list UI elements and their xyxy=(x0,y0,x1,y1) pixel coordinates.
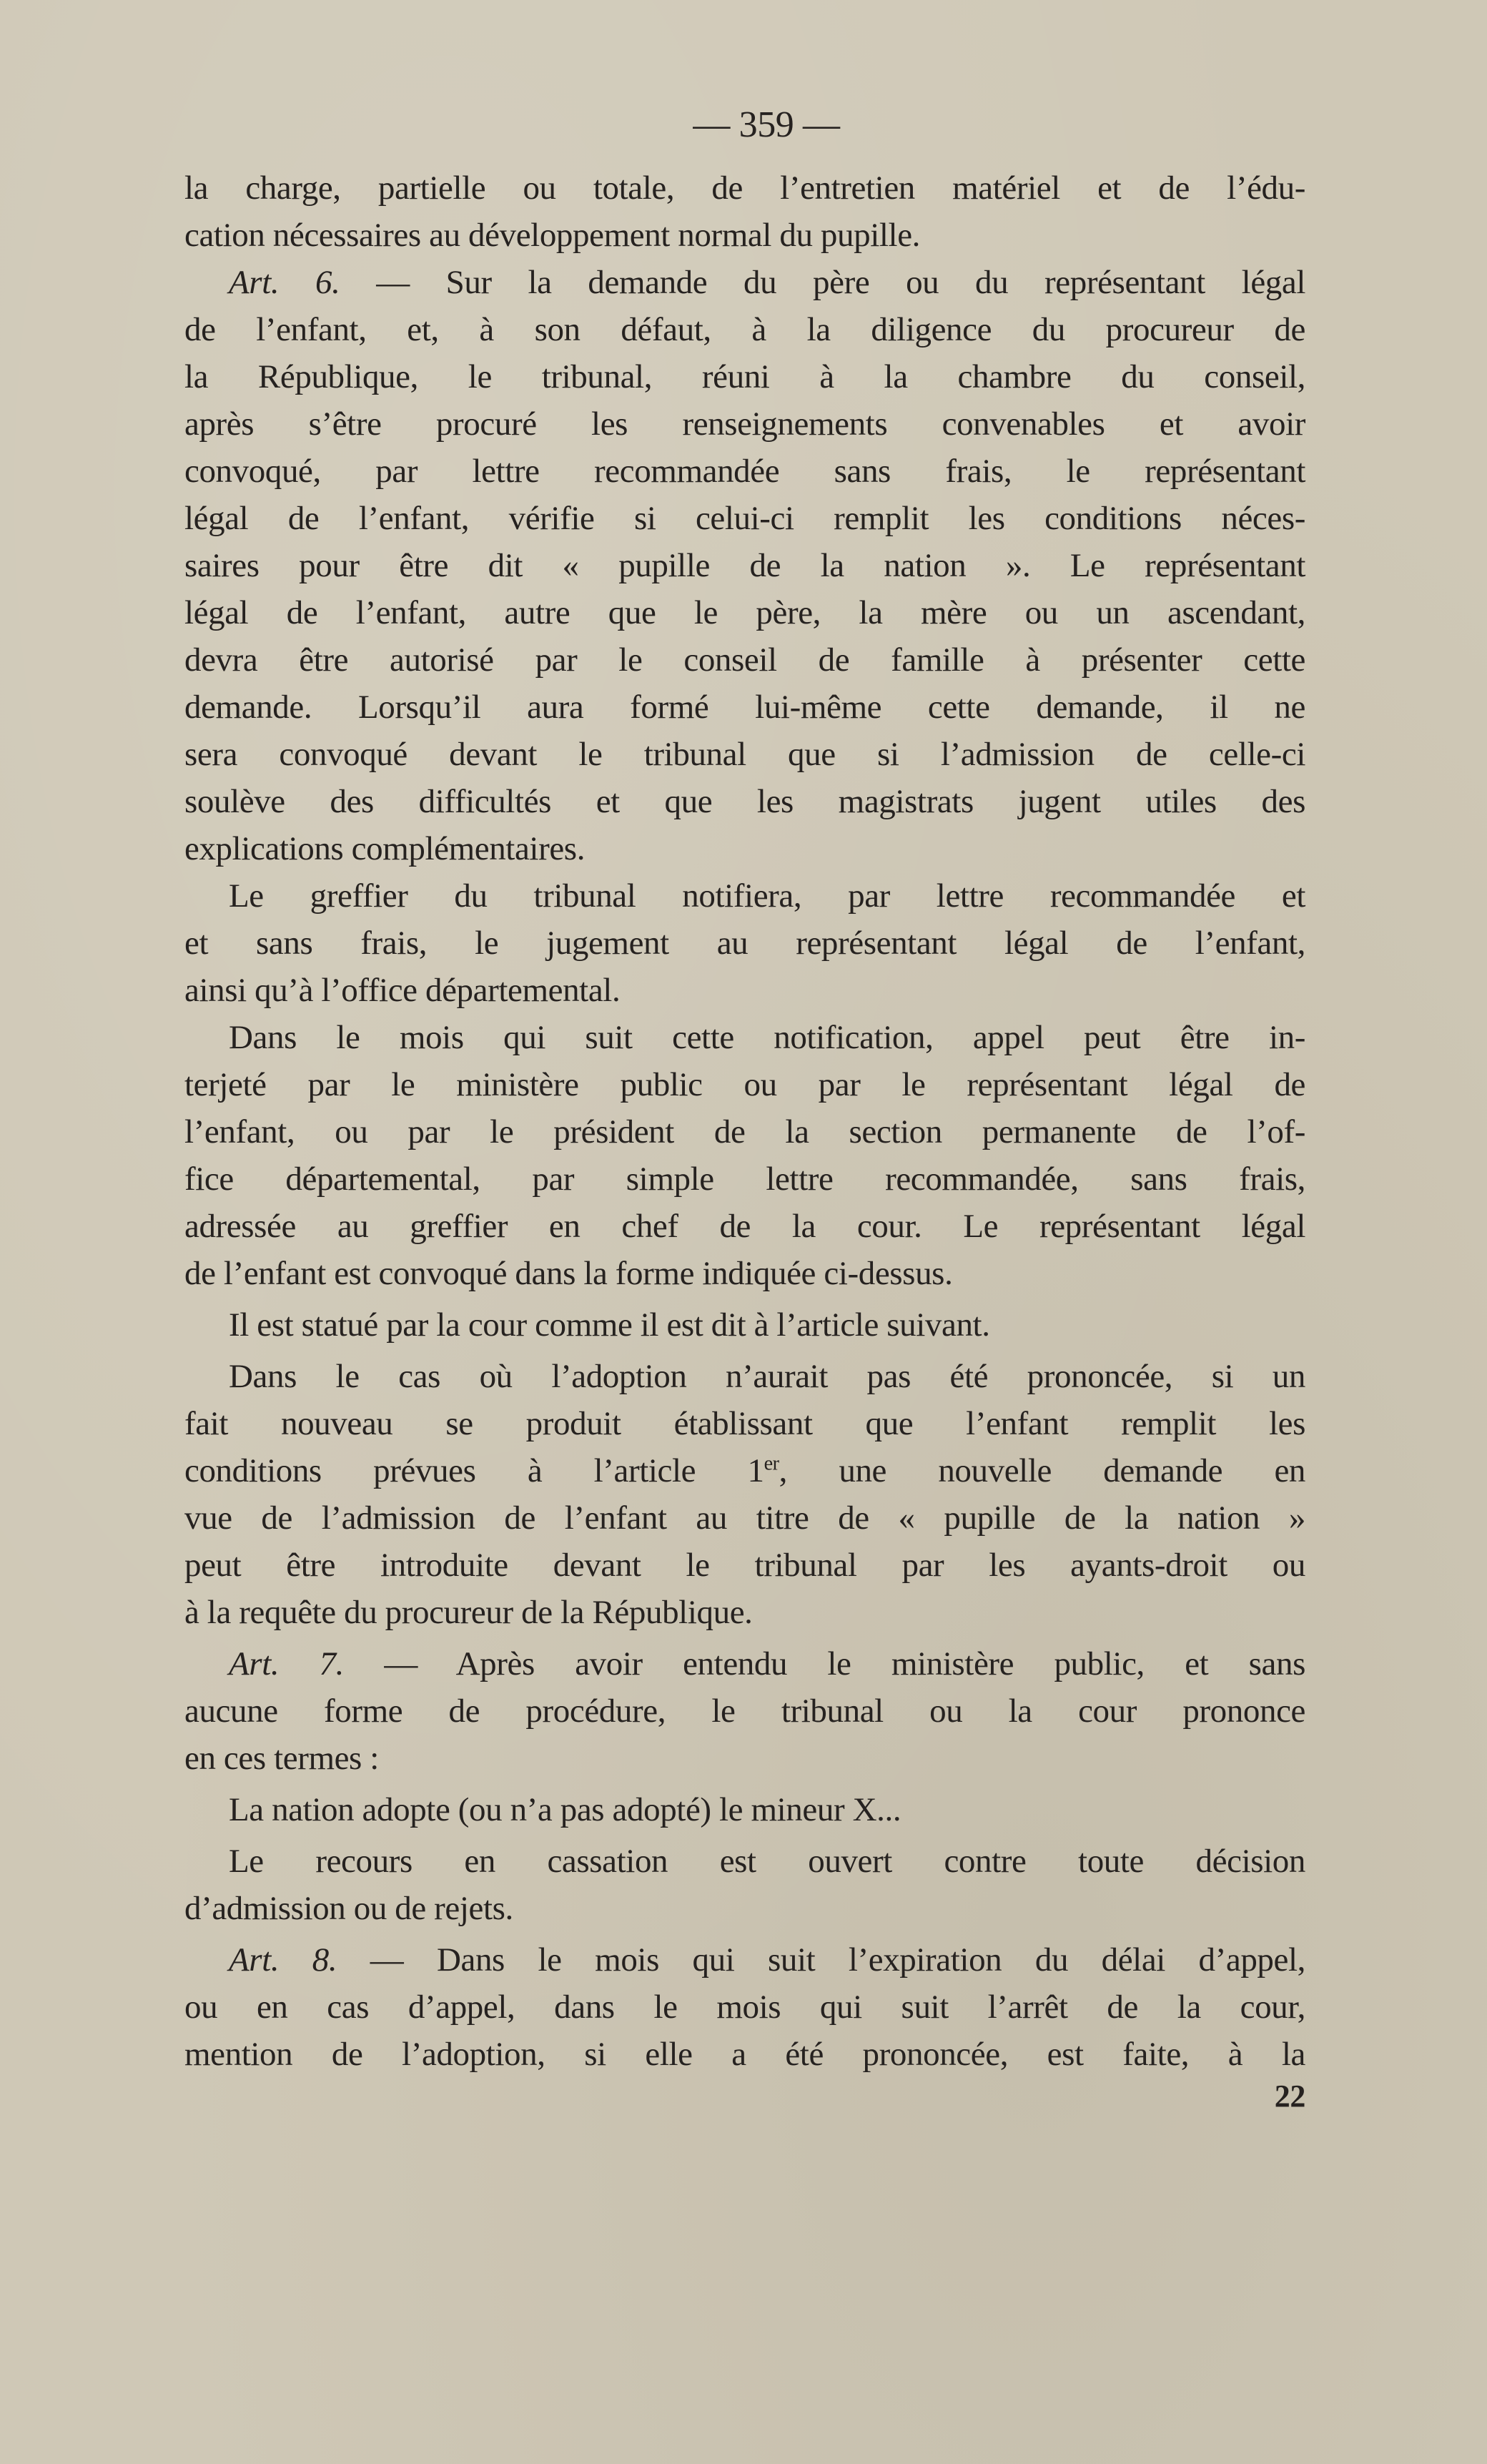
text-span: , une nouvelle demande en xyxy=(779,1452,1306,1489)
text-line: mention de l’adoption, si elle a été prononcée, est faite, à la xyxy=(184,2036,1305,2073)
page-text xyxy=(184,86,1306,2114)
article-label: Art. 6. xyxy=(229,264,340,301)
text-line xyxy=(229,259,1305,306)
article-label: Art. 8. xyxy=(229,1941,337,1978)
text-line: l’enfant, ou par le président de la section permanente de l’of- xyxy=(184,1113,1305,1150)
text-line: Le greffier du tribunal notifiera, par lettre recommandée et xyxy=(229,877,1305,915)
text-line: à la requête du procureur de la République. xyxy=(184,1594,753,1631)
text-line: et sans frais, le jugement au représentant légal de l’enfant, xyxy=(184,925,1305,962)
text-line: fait nouveau se produit établissant que l’enfant remplit les xyxy=(184,1405,1305,1442)
text-line: adressée au greffier en chef de la cour. Le représentant légal xyxy=(184,1208,1305,1245)
text-line: peut être introduite devant le tribunal par les ayants-droit ou xyxy=(184,1547,1305,1584)
text-line: la charge, partielle ou totale, de l’entretien matériel et de l’édu- xyxy=(184,169,1305,207)
text-line xyxy=(229,1640,1305,1687)
text-line: après s’être procuré les renseignements convenables et avoir xyxy=(184,405,1305,443)
text-line: devra être autorisé par le conseil de famille à présenter cette xyxy=(184,641,1305,679)
text-line: cation nécessaires au développement normal du pupille. xyxy=(184,217,921,254)
text-line: d’admission ou de rejets. xyxy=(184,1890,513,1927)
text-line xyxy=(184,1447,1305,1494)
text-line: de l’enfant, et, à son défaut, à la diligence du procureur de xyxy=(184,311,1305,348)
text-line: aucune forme de procédure, le tribunal ou la cour prononce xyxy=(184,1692,1305,1730)
text-line: Le recours en cassation est ouvert contre toute décision xyxy=(229,1843,1305,1880)
text-line xyxy=(229,1936,1305,1983)
text-line: La nation adopte (ou n’a pas adopté) le mineur X... xyxy=(229,1791,901,1828)
text-line: soulève des difficultés et que les magistrats jugent utiles des xyxy=(184,783,1305,820)
text-line: convoqué, par lettre recommandée sans frais, le représentant xyxy=(184,453,1305,490)
page-number: — 359 — xyxy=(693,104,840,145)
article-label: Art. 7. xyxy=(229,1645,344,1682)
text-line: Dans le mois qui suit cette notification, appel peut être in- xyxy=(229,1019,1305,1056)
text-line: terjeté par le ministère public ou par le représentant légal de xyxy=(184,1066,1305,1103)
text-span: — Après avoir entendu le ministère public, et sans xyxy=(384,1645,1305,1682)
text-line: légal de l’enfant, vérifie si celui-ci remplit les conditions néces- xyxy=(184,500,1305,537)
text-line: Il est statué par la cour comme il est dit à l’article suivant. xyxy=(229,1306,990,1344)
text-line: ainsi qu’à l’office départemental. xyxy=(184,972,621,1009)
text-line: de l’enfant est convoqué dans la forme indiquée ci-dessus. xyxy=(184,1255,953,1292)
text-line: saires pour être dit « pupille de la nation ». Le représentant xyxy=(184,547,1305,584)
text-span: — Sur la demande du père ou du représentant légal xyxy=(376,264,1306,301)
text-line: fice départemental, par simple lettre recommandée, sans frais, xyxy=(184,1160,1305,1198)
text-line: ou en cas d’appel, dans le mois qui suit l’arrêt de la cour, xyxy=(184,1989,1305,2026)
text-line: en ces termes : xyxy=(184,1740,379,1777)
superscript: er xyxy=(764,1452,779,1475)
text-line: sera convoqué devant le tribunal que si l’admission de celle-ci xyxy=(184,736,1305,773)
text-line: la République, le tribunal, réuni à la chambre du conseil, xyxy=(184,358,1305,395)
text-line: vue de l’admission de l’enfant au titre de « pupille de la nation » xyxy=(184,1499,1305,1537)
signature-mark: 22 xyxy=(1274,2079,1305,2114)
text-span: — Dans le mois qui suit l’expiration du délai d’appel, xyxy=(370,1941,1305,1978)
text-line: légal de l’enfant, autre que le père, la mère ou un ascendant, xyxy=(184,594,1305,631)
text-span: conditions prévues à l’article 1 xyxy=(184,1452,764,1489)
text-line: demande. Lorsqu’il aura formé lui-même cette demande, il ne xyxy=(184,689,1305,726)
text-line: explications complémentaires. xyxy=(184,830,586,867)
text-line: Dans le cas où l’adoption n’aurait pas été prononcée, si un xyxy=(229,1358,1305,1395)
